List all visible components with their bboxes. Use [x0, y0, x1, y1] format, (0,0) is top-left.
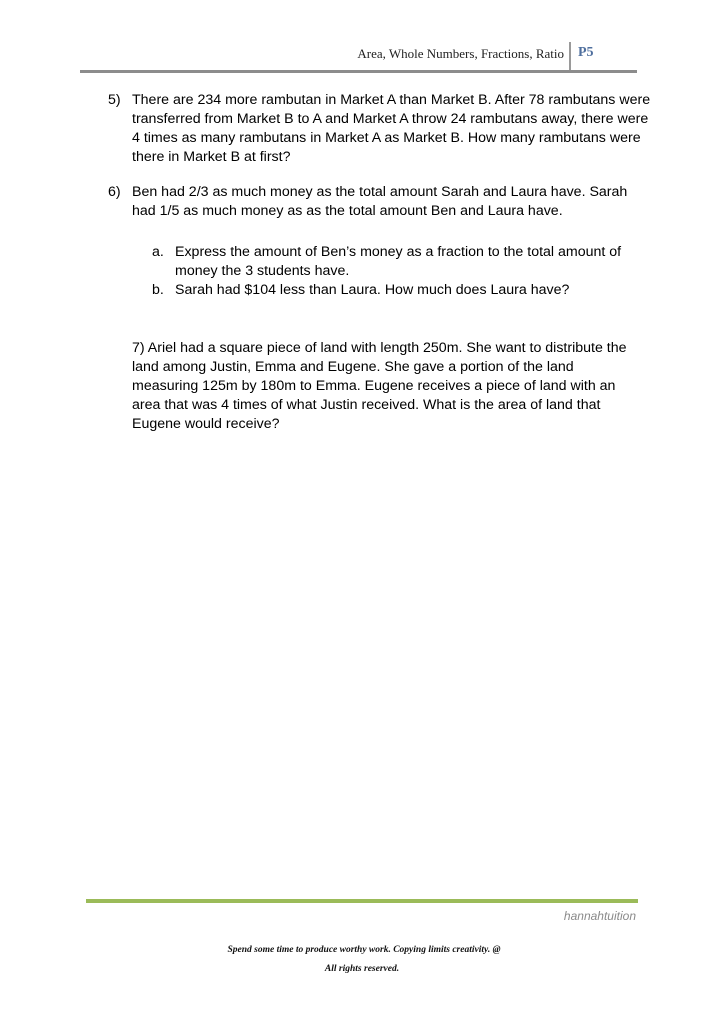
- question-7: [132, 339, 642, 434]
- header-separator: [569, 42, 571, 72]
- question-5-number: 5): [108, 92, 121, 108]
- part-b-text: Sarah had $104 less than Laura. How much does Laura have?: [175, 282, 570, 298]
- footer-note-line-1: Spend some time to produce worthy work. Copying limits creativity. @: [227, 945, 501, 955]
- question-6-number: 6): [108, 184, 121, 200]
- question-6-part-b: [152, 281, 652, 300]
- question-6-parts: [152, 243, 652, 300]
- footer-brand: hannahtuition: [563, 909, 636, 923]
- question-5: [108, 91, 653, 167]
- header-title: Area, Whole Numbers, Fractions, Ratio: [357, 46, 564, 61]
- footer-rule: [86, 899, 638, 903]
- question-5-text: There are 234 more rambutan in Market A than Market B. After 78 rambutans were transferred from Market B to A and Market A throw 24 rambutans away, there were 4 times as many rambutans in Market A as Market B. How many rambutans were there in Market B at first?: [132, 92, 651, 165]
- question-6-text: Ben had 2/3 as much money as the total amount Sarah and Laura have. Sarah had 1/5 as much money as as the total amount Ben and Laura have.: [132, 184, 628, 219]
- header-rule: [80, 70, 637, 73]
- page-header: [0, 0, 724, 80]
- question-7-text: 7) Ariel had a square piece of land with length 250m. She want to distribute the land among Justin, Emma and Eugene. She gave a portion of the land measuring 125m by 180m to Emma. Eugene receives a piece of land with an area that was 4 times of what Justin received. What is the area of land that Eugene would receive?: [132, 340, 627, 432]
- part-a-letter: a.: [152, 244, 164, 260]
- part-b-letter: b.: [152, 282, 164, 298]
- question-6: [108, 183, 653, 221]
- part-a-text: Express the amount of Ben’s money as a fraction to the total amount of money the 3 students have.: [175, 244, 622, 279]
- footer-note-line-2: All rights reserved.: [324, 964, 400, 974]
- header-page-label: P5: [578, 45, 594, 60]
- question-6-part-a: [152, 243, 652, 281]
